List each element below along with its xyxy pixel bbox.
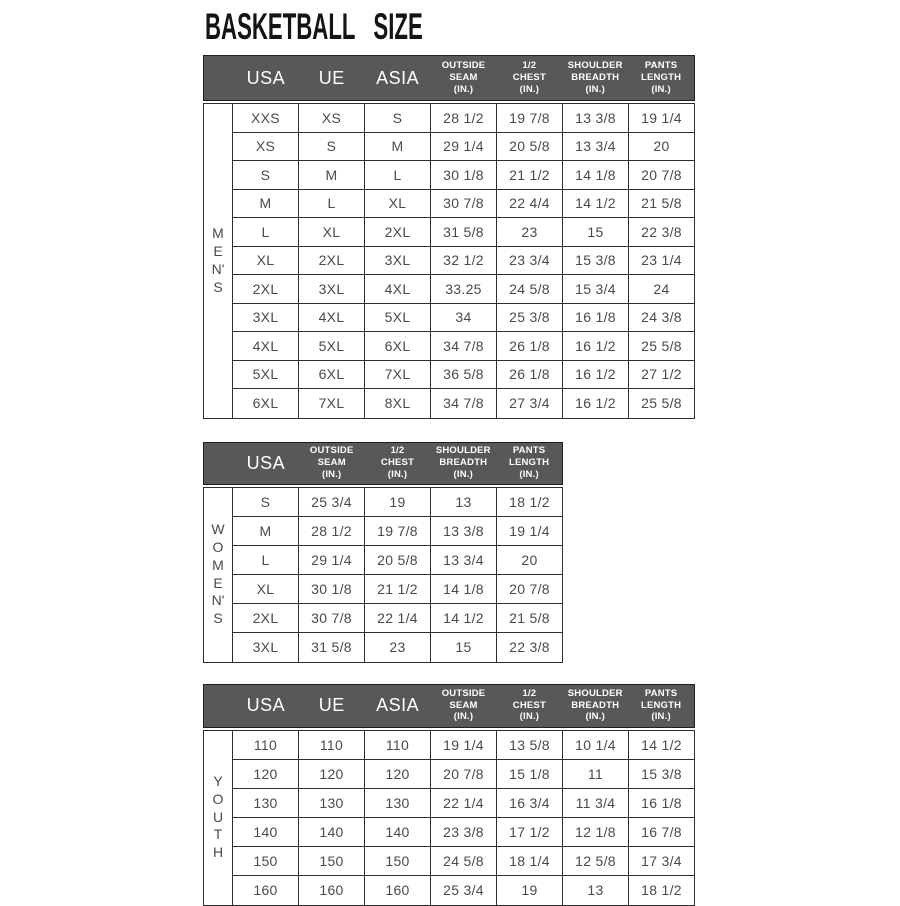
- table-cell: 23: [497, 218, 563, 246]
- table-cell: 10 1/4: [563, 731, 629, 759]
- table-cell: 19 7/8: [497, 104, 563, 132]
- column-header: [365, 56, 431, 100]
- table-cell: 15 3/8: [641, 765, 682, 782]
- table-row: [233, 546, 562, 575]
- table-row: [233, 604, 562, 633]
- group-label-letter: U: [212, 808, 224, 825]
- table-cell: 25 5/8: [641, 337, 682, 354]
- table-cell: 20 7/8: [431, 760, 497, 788]
- table-cell: L: [233, 218, 299, 246]
- column-header-line: OUTSIDE: [441, 687, 486, 699]
- table-row: [233, 218, 694, 247]
- table-cell: 150: [233, 847, 299, 875]
- table-cell: 6XL: [299, 361, 365, 389]
- table-cell: 23: [365, 633, 431, 662]
- table-cell: 14 1/2: [431, 604, 497, 632]
- table-cell: 3XL: [299, 275, 365, 303]
- column-header: [233, 443, 299, 484]
- table-cell: 130: [233, 789, 299, 817]
- table-cell: 2XL: [233, 604, 299, 632]
- table-cell: M: [233, 190, 299, 218]
- table-cell: 14 1/8: [563, 161, 629, 189]
- table-cell: 4XL: [233, 332, 299, 360]
- table-cell: 21 5/8: [509, 609, 550, 626]
- group-label-letter: T: [213, 826, 223, 843]
- column-header-line: SEAM: [317, 457, 346, 469]
- table-cell: 13 3/8: [431, 517, 497, 545]
- group-label-letter: N': [211, 592, 225, 609]
- table-cell: XS: [299, 104, 365, 132]
- group-label-letter: S: [213, 278, 223, 295]
- table-cell: 13: [431, 488, 497, 516]
- table-cell: S: [299, 133, 365, 161]
- table-cell: XL: [365, 190, 431, 218]
- table-cell: 16 1/2: [563, 332, 629, 360]
- table-cell: 13 5/8: [497, 731, 563, 759]
- column-header: [496, 56, 562, 100]
- table-cell: 36 5/8: [431, 361, 497, 389]
- table-cell: 17 1/2: [497, 818, 563, 846]
- table-cell: 30 7/8: [299, 604, 365, 632]
- table-cell: 19 1/4: [509, 522, 550, 539]
- table-row: [233, 488, 562, 517]
- table-body: [203, 103, 695, 419]
- table-cell: L: [233, 546, 299, 574]
- table-cell: 160: [365, 876, 431, 905]
- group-label-letter: N': [211, 260, 225, 277]
- table-cell: 34 7/8: [431, 389, 497, 418]
- table-cell: 140: [365, 818, 431, 846]
- table-cell: 3XL: [365, 247, 431, 275]
- table-cell: 15: [563, 218, 629, 246]
- table-cell: 27 1/2: [641, 366, 682, 383]
- table-cell: 19 1/4: [431, 731, 497, 759]
- table-cell: XL: [233, 575, 299, 603]
- column-header-line: SHOULDER: [435, 445, 491, 457]
- column-header: [431, 685, 497, 727]
- table-cell: 160: [299, 876, 365, 905]
- table-header: [203, 684, 695, 728]
- table-cell: 18 1/4: [497, 847, 563, 875]
- column-header-line: (IN.): [453, 83, 474, 95]
- table-cell: 15: [431, 633, 497, 662]
- header-spacer-cell: [204, 685, 233, 727]
- group-label: [204, 488, 233, 662]
- table-cell: 34 7/8: [431, 332, 497, 360]
- table-cell: 20: [521, 551, 538, 568]
- table-cell: 14 1/2: [563, 190, 629, 218]
- table-cell: 14 1/2: [641, 736, 682, 753]
- page-title: BASKETBALL SIZE: [205, 6, 423, 47]
- column-header-line: USA: [246, 452, 286, 473]
- group-label-letter: W: [211, 520, 225, 537]
- table-cell: 22 3/8: [509, 639, 550, 655]
- column-header-line: (IN.): [651, 83, 671, 95]
- table-cell: 5XL: [233, 361, 299, 389]
- table-cell: 11 3/4: [563, 789, 629, 817]
- table-cell: 150: [365, 847, 431, 875]
- column-header-line: SEAM: [449, 699, 478, 711]
- table-row: [233, 247, 694, 276]
- table-row: [233, 389, 694, 418]
- table-cell: 31 5/8: [299, 633, 365, 662]
- table-cell: 15 3/8: [563, 247, 629, 275]
- table-cell: 24 3/8: [641, 309, 682, 326]
- column-header: [562, 685, 628, 727]
- group-label-letter: H: [212, 844, 224, 861]
- table-row: [233, 275, 694, 304]
- table-cell: 19 1/4: [641, 109, 682, 126]
- table-row: [233, 190, 694, 219]
- table-cell: 29 1/4: [299, 546, 365, 574]
- table-cell: 3XL: [233, 304, 299, 332]
- column-header-line: PANTS: [512, 445, 546, 457]
- table-cell: S: [233, 488, 299, 516]
- table-cell: 21 5/8: [641, 195, 682, 212]
- column-header-line: CHEST: [380, 457, 415, 469]
- column-header-line: (IN.): [651, 711, 671, 723]
- table-cell: 110: [233, 731, 299, 759]
- column-header-line: USA: [246, 67, 286, 88]
- table-cell: S: [233, 161, 299, 189]
- column-header: [233, 685, 299, 727]
- table-cell: 29 1/4: [431, 133, 497, 161]
- column-header: [562, 56, 628, 100]
- table-cell: L: [299, 190, 365, 218]
- column-header: [299, 685, 365, 727]
- column-header-line: 1/2: [390, 445, 405, 457]
- column-header-line: 1/2: [522, 60, 537, 72]
- table-cell: 25 3/4: [431, 876, 497, 905]
- mens-size-table: [203, 55, 695, 419]
- table-cell: 110: [299, 731, 365, 759]
- table-cell: 120: [233, 760, 299, 788]
- column-header-line: SEAM: [449, 72, 478, 84]
- column-header-line: LENGTH: [640, 72, 682, 84]
- table-cell: L: [365, 161, 431, 189]
- table-cell: 22 1/4: [431, 789, 497, 817]
- table-cell: 5XL: [365, 304, 431, 332]
- column-header-line: SHOULDER: [567, 687, 623, 699]
- table-cell: 8XL: [365, 389, 431, 418]
- group-label-letter: O: [212, 538, 224, 555]
- table-cell: 17 3/4: [641, 852, 682, 869]
- column-header-line: CHEST: [512, 72, 546, 84]
- table-cell: 22 1/4: [365, 604, 431, 632]
- table-row: [233, 104, 694, 133]
- table-cell: 13 3/8: [563, 104, 629, 132]
- table-cell: 31 5/8: [431, 218, 497, 246]
- table-cell: 7XL: [299, 389, 365, 418]
- column-header-line: 1/2: [522, 687, 537, 699]
- table-cell: 30 7/8: [431, 190, 497, 218]
- table-cell: 16 3/4: [497, 789, 563, 817]
- column-header: [365, 443, 431, 484]
- table-cell: 130: [299, 789, 365, 817]
- table-cell: 28 1/2: [431, 104, 497, 132]
- table-cell: 15 1/8: [497, 760, 563, 788]
- column-header: [628, 56, 694, 100]
- table-row: [233, 847, 694, 876]
- table-cell: 12 5/8: [563, 847, 629, 875]
- table-cell: XXS: [233, 104, 299, 132]
- size-chart-page: [203, 6, 703, 906]
- table-cell: 2XL: [233, 275, 299, 303]
- table-header: [203, 55, 695, 101]
- column-header: [365, 685, 431, 727]
- table-cell: 26 1/8: [497, 361, 563, 389]
- table-cell: 120: [365, 760, 431, 788]
- table-cell: 20: [653, 138, 670, 155]
- column-header-line: (IN.): [585, 711, 605, 723]
- column-header-line: ASIA: [376, 67, 420, 88]
- table-cell: 23 1/4: [641, 252, 682, 269]
- table-cell: 6XL: [233, 389, 299, 418]
- column-header-line: UE: [318, 695, 345, 716]
- table-cell: 19 7/8: [365, 517, 431, 545]
- table-cell: 24 5/8: [431, 847, 497, 875]
- table-cell: 23 3/8: [431, 818, 497, 846]
- table-cell: 2XL: [365, 218, 431, 246]
- column-header-line: BREADTH: [571, 72, 620, 84]
- table-cell: 7XL: [365, 361, 431, 389]
- table-cell: 160: [233, 876, 299, 905]
- table-cell: 20 5/8: [365, 546, 431, 574]
- column-header: [496, 685, 562, 727]
- column-header-line: (IN.): [321, 468, 342, 480]
- table-cell: 13 3/4: [563, 133, 629, 161]
- column-header-line: USA: [246, 695, 286, 716]
- table-cell: 3XL: [233, 633, 299, 662]
- table-cell: 14 1/8: [431, 575, 497, 603]
- table-cell: 22 4/4: [497, 190, 563, 218]
- table-cell: 19: [365, 488, 431, 516]
- table-cell: 16 1/2: [563, 389, 629, 418]
- table-cell: 34: [431, 304, 497, 332]
- group-label-letter: Y: [213, 772, 223, 789]
- table-cell: 24: [653, 280, 670, 297]
- table-cell: 13: [563, 876, 629, 905]
- table-cell: 12 1/8: [563, 818, 629, 846]
- table-row: [233, 133, 694, 162]
- womens-size-table: [203, 442, 563, 663]
- table-cell: 140: [299, 818, 365, 846]
- column-header-line: (IN.): [519, 468, 539, 480]
- column-header-line: LENGTH: [640, 699, 682, 711]
- table-cell: 150: [299, 847, 365, 875]
- group-label-letter: E: [213, 242, 223, 259]
- column-header: [628, 685, 694, 727]
- group-label: [204, 731, 233, 905]
- table-cell: 5XL: [299, 332, 365, 360]
- table-cell: 4XL: [299, 304, 365, 332]
- column-header: [233, 56, 299, 100]
- group-label-letter: M: [212, 556, 224, 573]
- table-cell: M: [365, 133, 431, 161]
- group-label: [204, 104, 233, 418]
- table-cell: 110: [365, 731, 431, 759]
- table-row: [233, 161, 694, 190]
- table-row: [233, 332, 694, 361]
- table-cell: 21 1/2: [497, 161, 563, 189]
- table-cell: 27 3/4: [497, 389, 563, 418]
- column-header-line: CHEST: [512, 699, 546, 711]
- table-cell: 20 7/8: [509, 580, 550, 597]
- table-row: [233, 633, 562, 662]
- header-spacer-cell: [204, 56, 233, 100]
- column-header-line: PANTS: [644, 60, 678, 72]
- table-cell: 30 1/8: [299, 575, 365, 603]
- column-header: [299, 56, 365, 100]
- column-header: [431, 56, 497, 100]
- table-cell: 19: [497, 876, 563, 905]
- table-row: [233, 361, 694, 390]
- table-cell: 15 3/4: [563, 275, 629, 303]
- table-grid: [233, 104, 694, 418]
- table-cell: 23 3/4: [497, 247, 563, 275]
- table-cell: 16 1/2: [563, 361, 629, 389]
- table-cell: 22 3/8: [641, 223, 682, 240]
- column-header: [496, 443, 562, 484]
- column-header-line: OUTSIDE: [441, 60, 486, 72]
- table-cell: 13 3/4: [431, 546, 497, 574]
- column-header-line: BREADTH: [571, 699, 620, 711]
- table-cell: XL: [233, 247, 299, 275]
- column-header-line: PANTS: [644, 687, 678, 699]
- column-header-line: (IN.): [453, 468, 474, 480]
- group-label-letter: S: [213, 610, 223, 627]
- column-header: [430, 443, 496, 484]
- column-header-line: OUTSIDE: [309, 445, 354, 457]
- table-row: [233, 789, 694, 818]
- table-cell: 25 5/8: [641, 395, 682, 412]
- table-cell: 20 7/8: [641, 166, 682, 183]
- table-row: [233, 517, 562, 546]
- table-cell: S: [365, 104, 431, 132]
- table-cell: 25 3/8: [497, 304, 563, 332]
- table-grid: [233, 731, 694, 905]
- table-cell: 20 5/8: [497, 133, 563, 161]
- group-label-letter: M: [212, 224, 224, 241]
- column-header-line: UE: [318, 67, 345, 88]
- table-cell: 130: [365, 789, 431, 817]
- table-cell: 33.25: [431, 275, 497, 303]
- table-cell: 120: [299, 760, 365, 788]
- youth-size-table: [203, 684, 695, 906]
- table-cell: 18 1/2: [641, 882, 682, 898]
- table-cell: XL: [299, 218, 365, 246]
- table-cell: 2XL: [299, 247, 365, 275]
- column-header-line: (IN.): [585, 83, 605, 95]
- table-header: [203, 442, 563, 485]
- table-cell: 16 7/8: [641, 823, 682, 840]
- table-row: [233, 575, 562, 604]
- table-cell: M: [299, 161, 365, 189]
- table-cell: 21 1/2: [365, 575, 431, 603]
- column-header-line: BREADTH: [439, 457, 488, 469]
- table-body: [203, 487, 563, 663]
- table-cell: 25 3/4: [299, 488, 365, 516]
- header-spacer-cell: [204, 443, 233, 484]
- table-row: [233, 760, 694, 789]
- column-header-line: SHOULDER: [567, 60, 623, 72]
- table-cell: 16 1/8: [641, 794, 682, 811]
- table-cell: M: [233, 517, 299, 545]
- column-header-line: LENGTH: [508, 457, 550, 469]
- group-label-letter: O: [212, 790, 224, 807]
- table-row: [233, 731, 694, 760]
- column-header-line: (IN.): [387, 468, 408, 480]
- table-row: [233, 818, 694, 847]
- column-header-line: (IN.): [519, 83, 540, 95]
- column-header-line: (IN.): [519, 711, 540, 723]
- table-row: [233, 876, 694, 905]
- column-header-line: (IN.): [453, 711, 474, 723]
- table-cell: 16 1/8: [563, 304, 629, 332]
- group-label-letter: E: [213, 574, 223, 591]
- table-cell: 11: [563, 760, 629, 788]
- column-header: [299, 443, 365, 484]
- table-cell: 32 1/2: [431, 247, 497, 275]
- column-header-line: ASIA: [376, 695, 420, 716]
- table-grid: [233, 488, 562, 662]
- table-cell: 4XL: [365, 275, 431, 303]
- table-cell: 28 1/2: [299, 517, 365, 545]
- table-cell: 18 1/2: [509, 493, 550, 510]
- table-cell: 30 1/8: [431, 161, 497, 189]
- table-row: [233, 304, 694, 333]
- table-cell: XS: [233, 133, 299, 161]
- table-cell: 6XL: [365, 332, 431, 360]
- table-cell: 140: [233, 818, 299, 846]
- table-cell: 24 5/8: [497, 275, 563, 303]
- table-cell: 26 1/8: [497, 332, 563, 360]
- table-body: [203, 730, 695, 906]
